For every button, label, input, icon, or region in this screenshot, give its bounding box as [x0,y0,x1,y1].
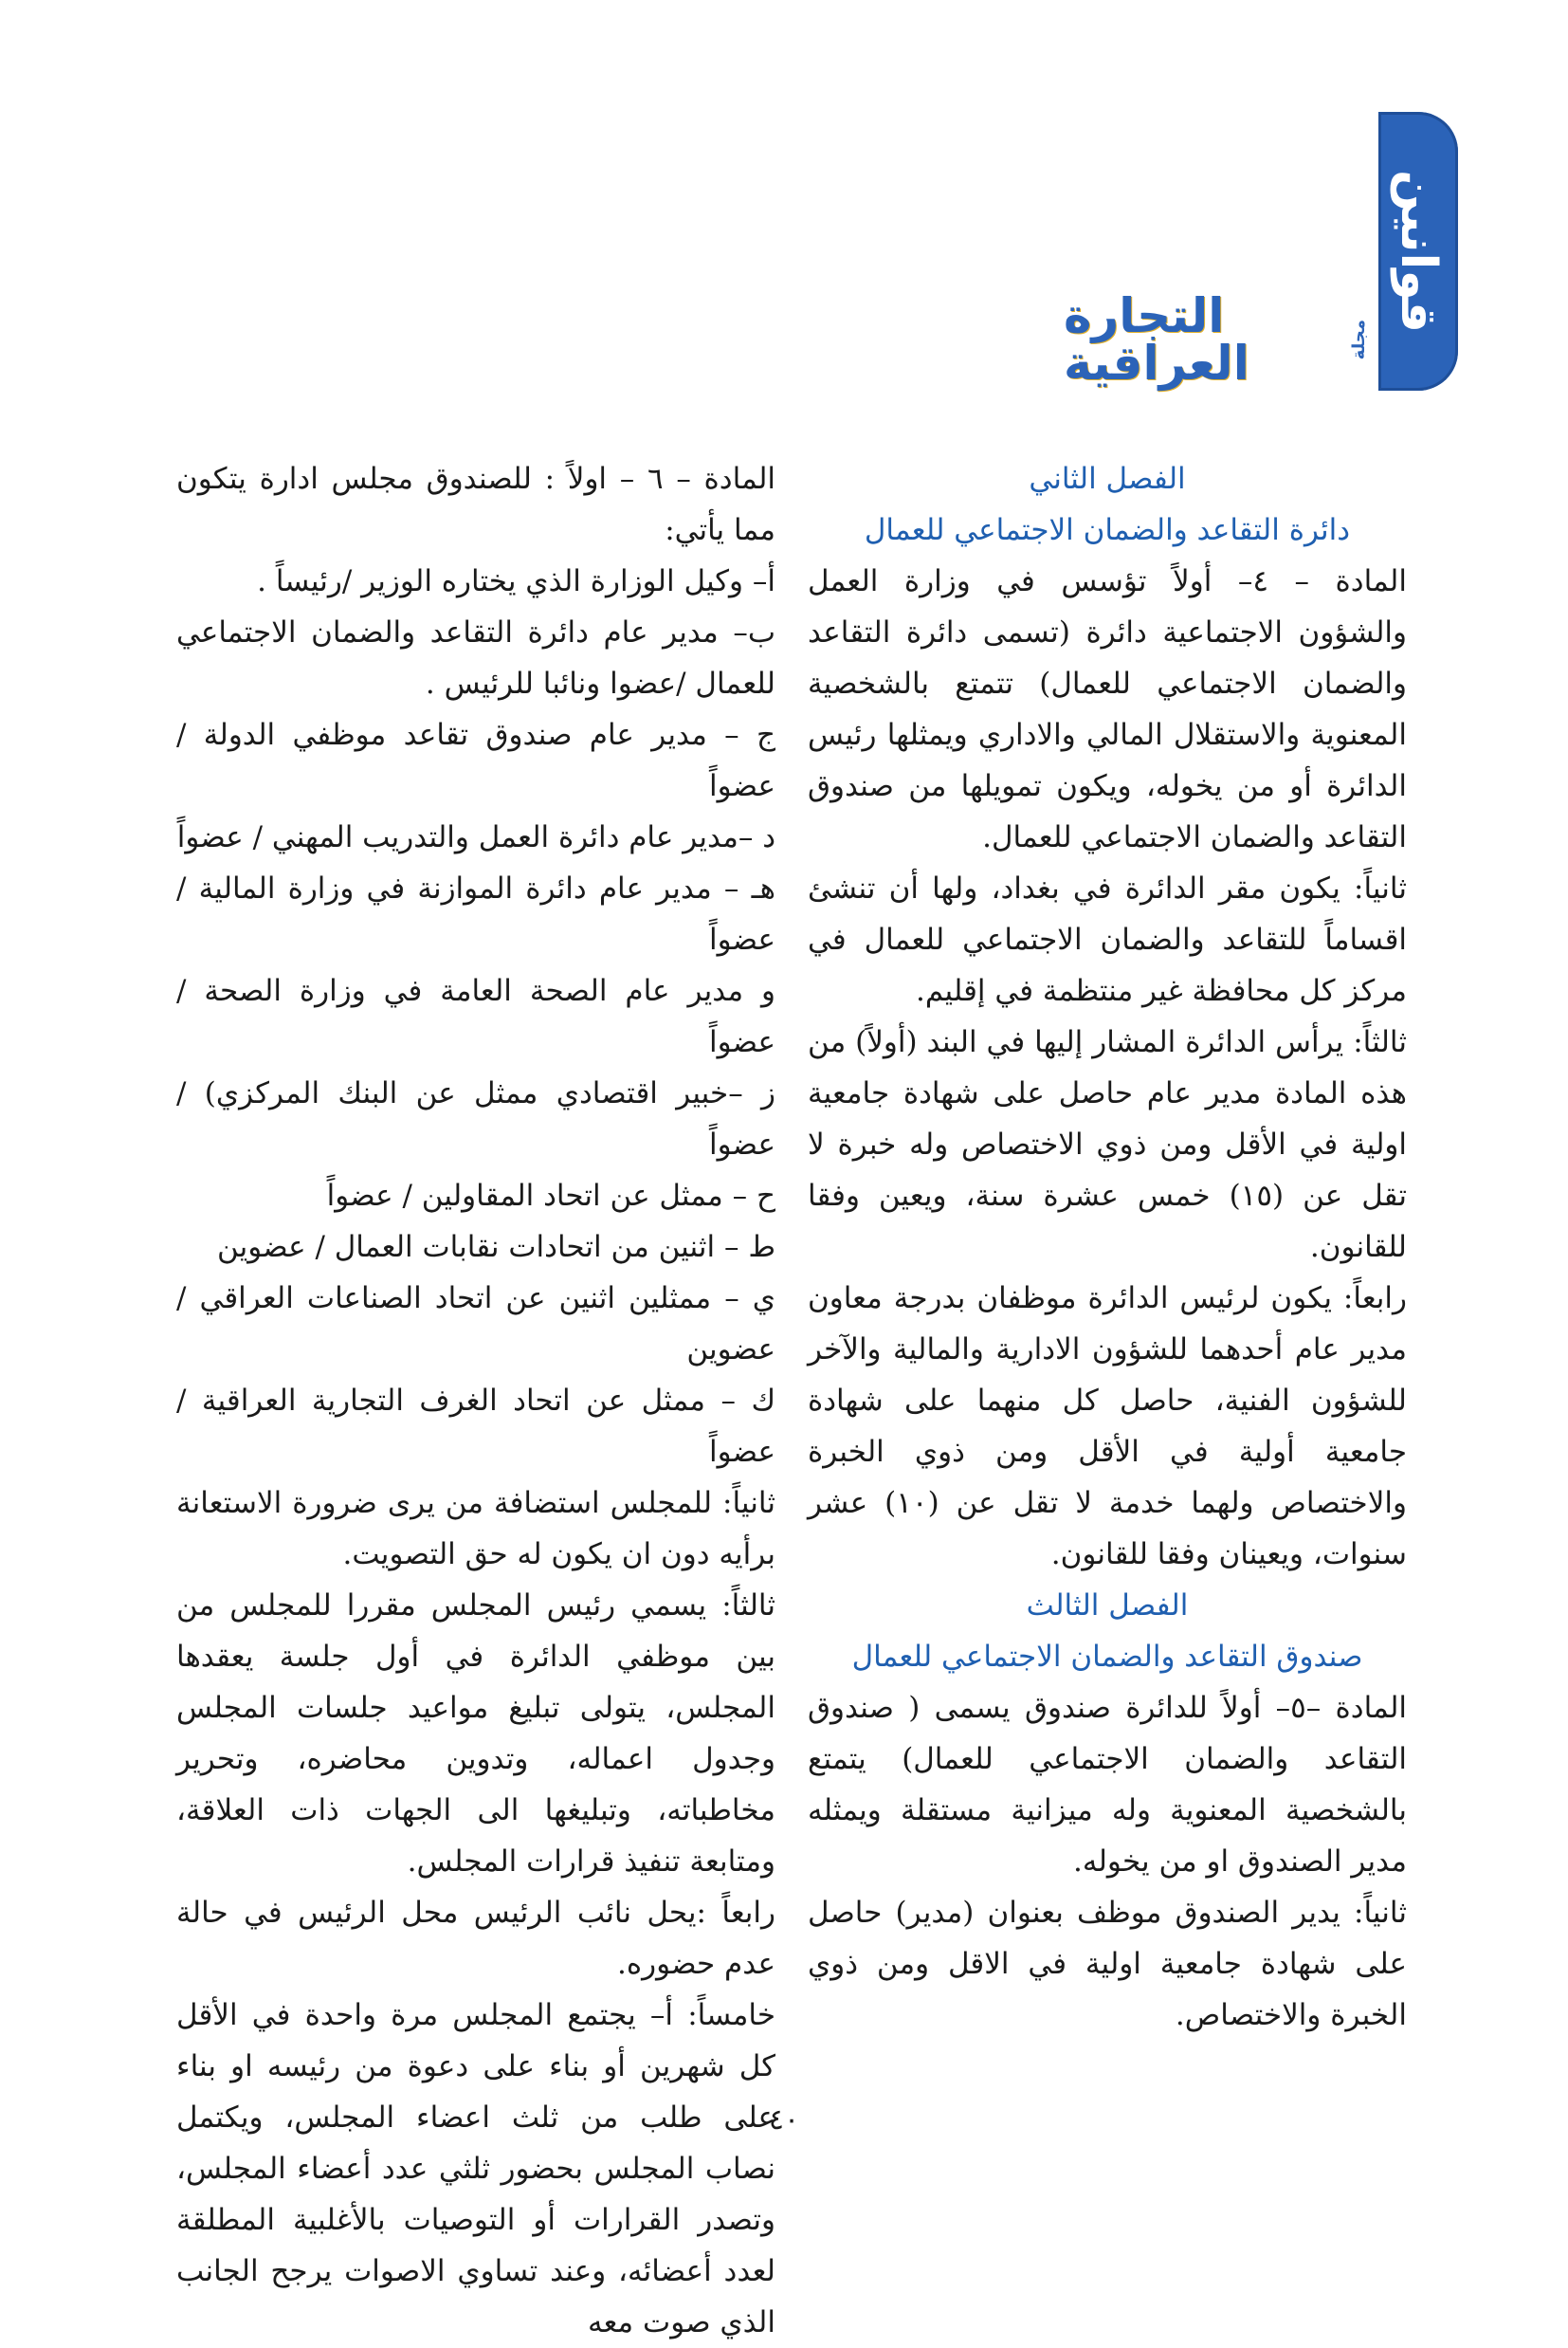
logo-prefix: مجلة [1349,319,1369,360]
article-paragraph: ثانياً: للمجلس استضافة من يرى ضرورة الاستعانة برأيه دون ان يكون له حق التصويت. [176,1486,775,1571]
section-tab-label: قوانين [1390,169,1447,334]
article-paragraph: المادة – ٤– أولاً تؤسس في وزارة العمل والشؤون الاجتماعية دائرة (تسمى دائرة التقاعد والضمان الاجتماعي للعمال) تتمتع بالشخصية المعنوية والاستقلال المالي والاداري ويمثلها رئيس الدائرة أو من يخوله، ويكون تمويلها من صندوق التقاعد والضمان الاجتماعي للعمال. [808,564,1407,854]
article-paragraph: ز –خبير اقتصادي ممثل عن البنك المركزي) / عضواً [176,1076,775,1162]
article-paragraph: رابعاً: يكون لرئيس الدائرة موظفان بدرجة معاون مدير عام أحدهما للشؤون الادارية والمالية والآخر للشؤون الفنية، حاصل كل منهما على شهادة جامعية أولية في الأقل ومن ذوي الخبرة والاختصاص ولهما خدمة لا تقل عن (١٠) عشر سنوات، ويعينان وفقا للقانون. [808,1281,1407,1571]
article-paragraph: ح – ممثل عن اتحاد المقاولين / عضواً [326,1179,775,1213]
article-paragraph: ثالثاً: يرأس الدائرة المشار إليها في البند (أولاً) من هذه المادة مدير عام حاصل على شهادة جامعية اولية في الأقل ومن ذوي الاختصاص وله خبرة لا تقل عن (١٥) خمس عشرة سنة، ويعين وفقا للقانون. [808,1025,1407,1264]
article-paragraph: أ– وكيل الوزارة الذي يختاره الوزير /رئيساً . [257,564,775,598]
article-paragraph: ثالثاً: يسمي رئيس المجلس مقررا للمجلس من بين موظفي الدائرة في أول جلسة يعقدها المجلس، يتولى تبليغ مواعيد جلسات المجلس وجدول اعماله، وتدوين محاضره، وتحرير مخاطباته، وتبليغها الى الجهات ذات العلاقة، ومتابعة تنفيذ قرارات المجلس. [176,1588,775,1879]
article-paragraph: ثانياً: يكون مقر الدائرة في بغداد، ولها أن تنشئ اقساماً للتقاعد والضمان الاجتماعي للعمال في مركز كل محافظة غير منتظمة في إقليم. [808,871,1407,1008]
section-heading: دائرة التقاعد والضمان الاجتماعي للعمال [864,513,1351,547]
article-paragraph: المادة –٥– أولاً للدائرة صندوق يسمى ( صندوق التقاعد والضمان الاجتماعي للعمال) يتمتع بالشخصية المعنوية وله ميزانية مستقلة ويمثله مدير الصندوق او من يخوله. [808,1691,1407,1879]
article-paragraph: ي – ممثلين اثنين عن اتحاد الصناعات العراقي / عضوين [176,1281,775,1367]
article-paragraph: ك – ممثل عن اتحاد الغرف التجارية العراقية / عضواً [176,1384,775,1469]
article-paragraph: رابعاً :يحل نائب الرئيس محل الرئيس في حالة عدم حضوره. [176,1896,775,1981]
article-paragraph: هـ – مدير عام دائرة الموازنة في وزارة المالية / عضواً [176,871,775,957]
section-heading: الفصل الثالث [1026,1588,1189,1623]
section-tab [1378,112,1458,391]
article-paragraph: خامساً: أ– يجتمع المجلس مرة واحدة في الأقل كل شهرين أو بناء على دعوة من رئيسه او بناء على طلب من ثلث اعضاء المجلس، ويكتمل نصاب المجلس بحضور ثلثي عدد أعضاء المجلس، وتصدر القرارات أو التوصيات بالأغلبية المطلقة لعدد أعضائه، وعند تساوي الاصوات يرجح الجانب الذي صوت معه [176,1998,775,2339]
article-paragraph: ط – اثنين من اتحادات نقابات العمال / عضوين [216,1230,775,1264]
article-paragraph: ج – مدير عام صندوق تقاعد موظفي الدولة / عضواً [176,718,775,803]
left-column [176,453,775,2348]
article-paragraph: ب– مدير عام دائرة التقاعد والضمان الاجتماعي للعمال /عضوا ونائبا للرئيس . [176,615,775,701]
article-paragraph: ثانياً: يدير الصندوق موظف بعنوان (مدير) حاصل على شهادة جامعية اولية في الاقل ومن ذوي الخبرة والاختصاص. [808,1896,1407,2032]
article-paragraph: و مدير عام الصحة العامة في وزارة الصحة / عضواً [176,974,775,1059]
article-paragraph: المادة – ٦ – اولاً : للصندوق مجلس ادارة يتكون مما يأتي: [176,462,776,547]
right-column [808,453,1407,2041]
logo-title: التجارة العراقية [1064,288,1249,391]
page-number: ٤٠ [768,2103,800,2137]
magazine-logo [1064,288,1369,391]
section-heading: الفصل الثاني [1029,462,1186,496]
article-paragraph: د –مدير عام دائرة العمل والتدريب المهني / عضواً [176,820,775,854]
section-heading: صندوق التقاعد والضمان الاجتماعي للعمال [851,1640,1363,1674]
